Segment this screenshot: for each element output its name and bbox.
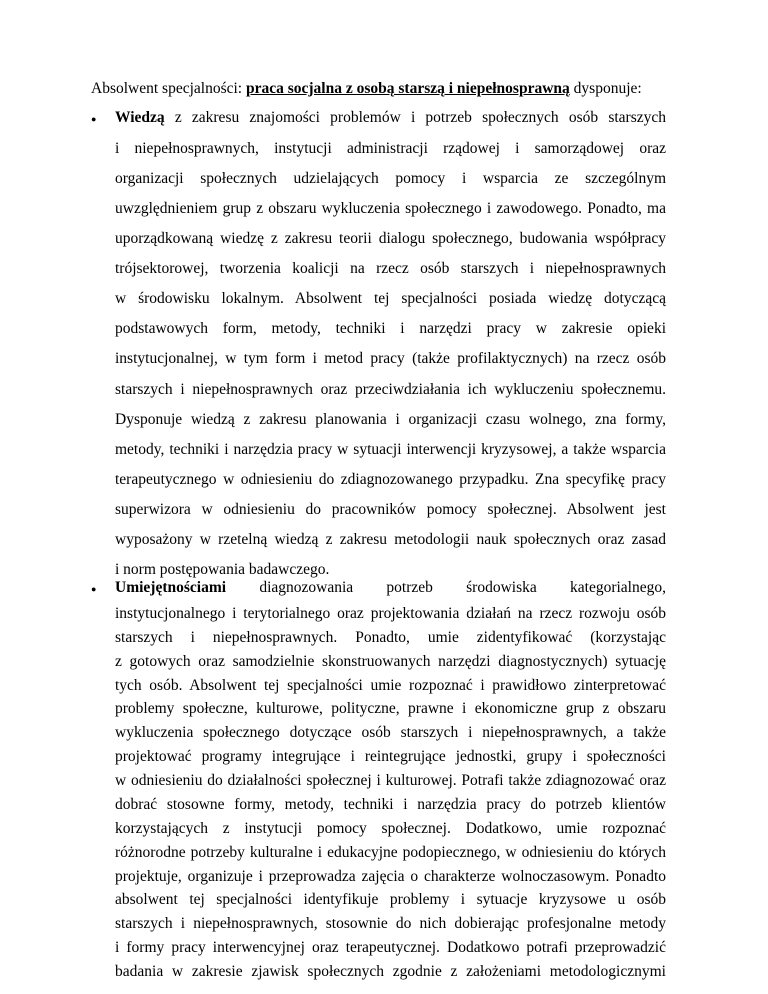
knowledge-line-11: Dysponuje wiedzą z zakresu planowania i organizacji czasu wolnego, zna formy,	[115, 411, 666, 428]
skills-line-15: starszych i niepełnosprawnych, stosownie do nich dobierając profesjonalne metody	[115, 915, 666, 932]
skills-line-11: korzystających z instytucji pomocy społecznej. Dodatkowo, umie rozpoznać	[115, 820, 666, 837]
knowledge-line-8: podstawowych form, metody, techniki i narzędzi pracy w zakresie opieki	[115, 320, 666, 337]
skills-line-2: instytucjonalnego i terytorialnego oraz projektowania działań na rzecz rozwoju osób	[115, 605, 666, 622]
knowledge-line-9: instytucjonalnej, w tym form i metod pracy (także profilaktycznych) na rzecz osób	[115, 350, 666, 367]
knowledge-line-13: terapeutycznego w odniesieniu do zdiagnozowanego przypadku. Zna specyfikę pracy	[115, 471, 666, 488]
skills-line-4: z gotowych oraz samodzielnie skonstruowanych narzędzi diagnostycznych) sytuację	[115, 653, 666, 670]
bullet-icon: ●	[91, 114, 97, 124]
knowledge-line-2: i niepełnosprawnych, instytucji administracji rządowej i samorządowej oraz	[115, 140, 666, 157]
knowledge-line-3: organizacji społecznych udzielających pomocy i wsparcia ze szczególnym	[115, 170, 666, 187]
skills-lead: Umiejętnościami	[115, 579, 227, 596]
skills-line-16: i formy pracy interwencyjnej oraz terapeutycznej. Dodatkowo potrafi przeprowadzić	[115, 939, 666, 956]
intro-prefix: Absolwent specjalności:	[91, 80, 246, 97]
skills-line-5: tych osób. Absolwent tej specjalności umie rozpoznać i prawidłowo zinterpretować	[115, 677, 666, 694]
intro-paragraph	[91, 78, 691, 100]
skills-line-1: Umiejętnościami diagnozowania potrzeb środowiska kategorialnego,	[115, 579, 666, 596]
knowledge-line-16: i norm postępowania badawczego.	[115, 561, 330, 578]
skills-line-13: projektuje, organizuje i przeprowadza zajęcia o charakterze wolnoczasowym. Ponadto	[115, 868, 666, 885]
skills-line-10: dobrać stosowne formy, metody, techniki i narzędzia pracy do potrzeb klientów	[115, 796, 666, 813]
knowledge-line-7: w środowisku lokalnym. Absolwent tej specjalności posiada wiedzę dotyczącą	[115, 290, 666, 307]
skills-line-17: badania w zakresie zjawisk społecznych zgodnie z założeniami metodologicznymi	[115, 963, 666, 980]
knowledge-line-4: uwzględnieniem grup z obszaru wykluczenia społecznego i zawodowego. Ponadto, ma	[115, 200, 666, 217]
intro-suffix: dysponuje:	[569, 80, 642, 97]
knowledge-line-6: trójsektorowej, tworzenia koalicji na rzecz osób starszych i niepełnosprawnych	[115, 260, 666, 277]
skills-line-14: absolwent tej specjalności identyfikuje problemy i sytuacje kryzysowe u osób	[115, 891, 666, 908]
knowledge-line-12: metody, techniki i narzędzia pracy w sytuacji interwencji kryzysowej, a także wsparcia	[115, 441, 666, 458]
skills-line-3: starszych i niepełnosprawnych. Ponadto, umie zidentyfikować (korzystając	[115, 629, 666, 646]
skills-line-9: w odniesieniu do działalności społecznej i kulturowej. Potrafi także zdiagnozować oraz	[115, 772, 666, 789]
bullet-icon: ●	[91, 584, 97, 594]
knowledge-line-10: starszych i niepełnosprawnych oraz przeciwdziałania ich wykluczeniu społecznemu.	[115, 381, 666, 398]
skills-line-6: problemy społeczne, kulturowe, polityczne, prawne i ekonomiczne grup z obszaru	[115, 700, 666, 717]
knowledge-lead: Wiedzą	[115, 109, 165, 126]
skills-line-12: różnorodne potrzeby kulturalne i edukacyjne podopiecznego, w odniesieniu do których	[115, 844, 666, 861]
knowledge-line-15: wyposażony w rzetelną wiedzą z zakresu metodologii nauk społecznych oraz zasad	[115, 531, 666, 548]
specialization-name: praca socjalna z osobą starszą i niepełnosprawną	[245, 80, 570, 97]
knowledge-line-14: superwizora w odniesieniu do pracowników pomocy społecznej. Absolwent jest	[115, 501, 666, 518]
skills-line-8: projektować programy integrujące i reintegrujące jednostki, grupy i społeczności	[115, 748, 666, 765]
knowledge-line-1: Wiedzą z zakresu znajomości problemów i potrzeb społecznych osób starszych	[115, 109, 666, 126]
knowledge-line-5: uporządkowaną wiedzę z zakresu teorii dialogu społecznego, budowania współpracy	[115, 230, 666, 247]
skills-line-7: wykluczenia społecznego dotyczące osób starszych i niepełnosprawnych, a także	[115, 724, 666, 741]
